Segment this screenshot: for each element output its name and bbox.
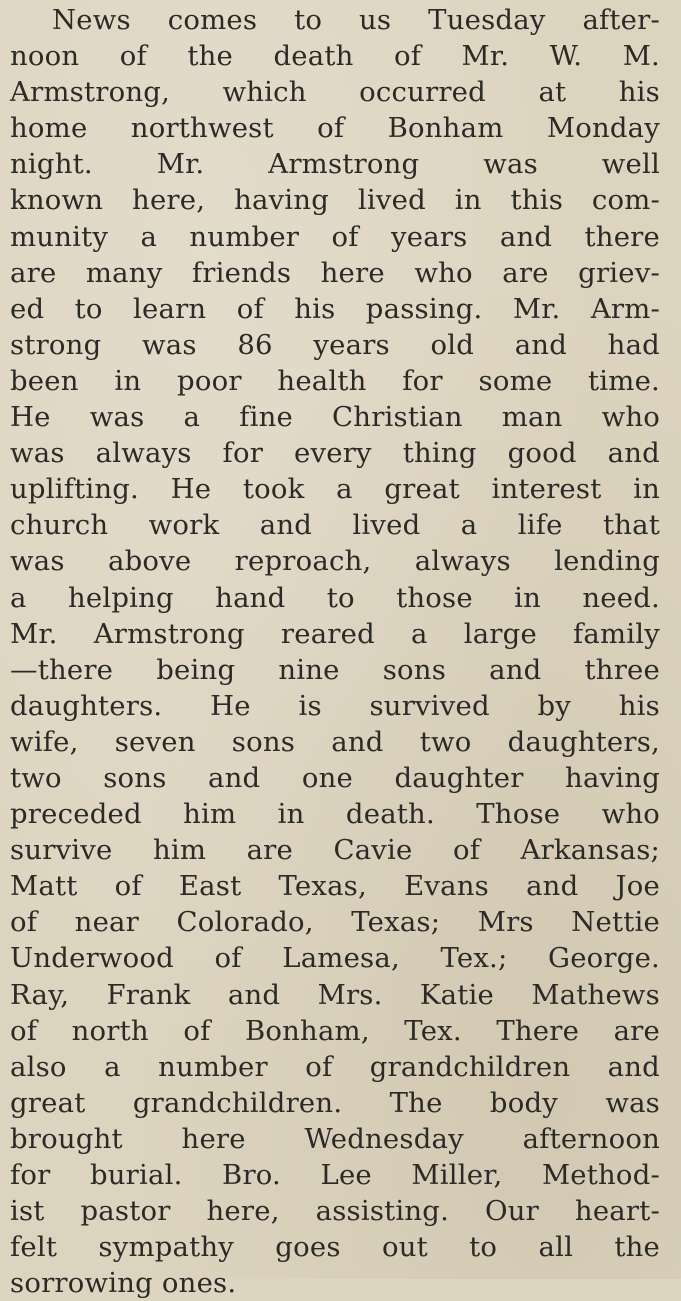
article-line: of near Colorado, Texas; Mrs Nettie	[10, 906, 660, 939]
article-line: was always for every thing good and	[10, 437, 660, 470]
article-line: strong was 86 years old and had	[10, 328, 660, 361]
article-line: ist pastor here, assisting. Our heart-	[10, 1195, 660, 1228]
article-line: been in poor health for some time.	[10, 364, 660, 397]
article-line: home northwest of Bonham Monday	[10, 112, 660, 145]
article-line: Armstrong, which occurred at his	[10, 76, 660, 109]
article-line: night. Mr. Armstrong was well	[10, 148, 660, 181]
article-line: preceded him in death. Those who	[10, 798, 660, 831]
article-line: wife, seven sons and two daughters,	[10, 725, 660, 758]
article-line: of north of Bonham, Tex. There are	[10, 1014, 660, 1047]
article-line: sorrowing ones.	[10, 1267, 237, 1300]
article-line: He was a fine Christian man who	[10, 401, 660, 434]
article-line: —there being nine sons and three	[10, 653, 660, 686]
article-line: ed to learn of his passing. Mr. Arm-	[10, 292, 660, 325]
article-line: News comes to us Tuesday after-	[52, 4, 660, 36]
article-line: two sons and one daughter having	[10, 761, 660, 794]
obituary-article	[10, 2, 660, 1301]
article-line: noon of the death of Mr. W. M.	[10, 40, 660, 73]
article-line: daughters. He is survived by his	[10, 689, 660, 722]
article-line: a helping hand to those in need.	[10, 581, 660, 614]
article-line: great grandchildren. The body was	[10, 1086, 660, 1119]
article-line: also a number of grandchildren and	[10, 1050, 660, 1083]
article-line: known here, having lived in this com-	[10, 184, 660, 217]
article-line: felt sympathy goes out to all the	[10, 1231, 660, 1264]
article-line: church work and lived a life that	[10, 509, 660, 542]
article-line: uplifting. He took a great interest in	[10, 473, 660, 506]
article-line: Matt of East Texas, Evans and Joe	[10, 870, 660, 903]
article-line: Underwood of Lamesa, Tex.; George.	[10, 942, 660, 975]
article-line: survive him are Cavie of Arkansas;	[10, 834, 660, 867]
article-line: are many friends here who are griev-	[10, 256, 660, 289]
article-line: Mr. Armstrong reared a large family	[10, 617, 660, 650]
article-line: Ray, Frank and Mrs. Katie Mathews	[10, 978, 660, 1011]
article-line: for burial. Bro. Lee Miller, Method-	[10, 1159, 660, 1191]
article-line: munity a number of years and there	[10, 220, 660, 253]
article-line: brought here Wednesday afternoon	[10, 1122, 660, 1155]
article-line: was above reproach, always lending	[10, 545, 660, 578]
